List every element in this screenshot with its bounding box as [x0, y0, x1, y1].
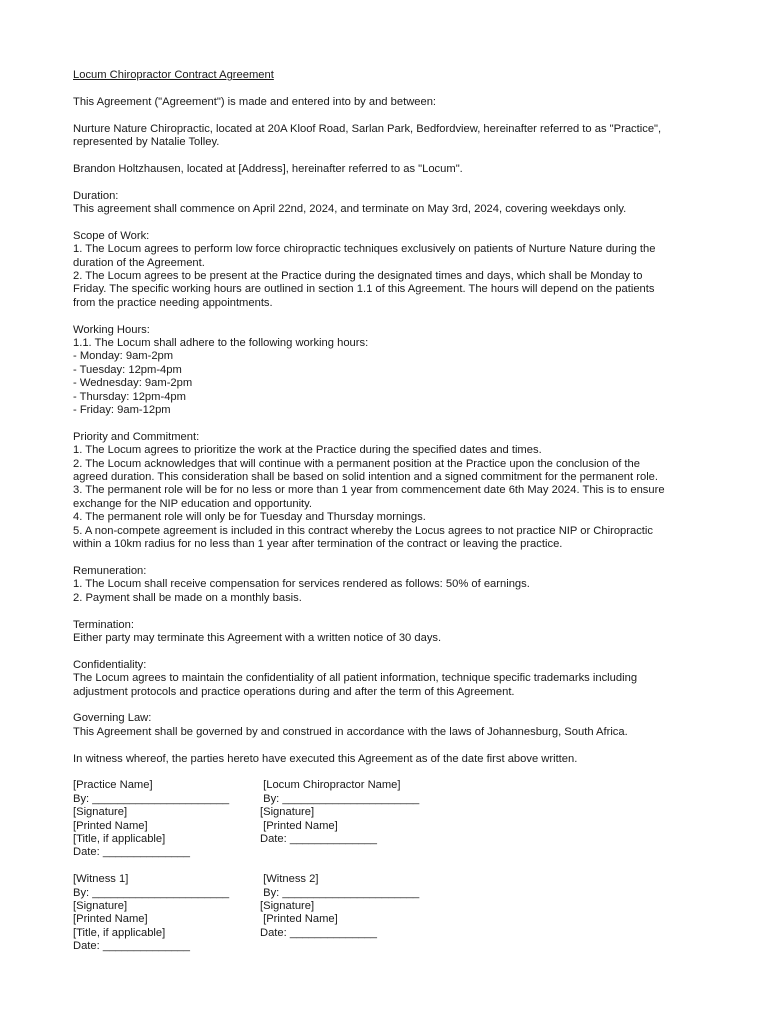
- section-heading: Termination:: [73, 618, 134, 631]
- section-heading: Governing Law:: [73, 712, 152, 725]
- signature-line: [Signature]: [73, 899, 128, 912]
- hours-item: - Wednesday: 9am-2pm: [73, 377, 193, 390]
- section-line: 1. The Locum shall receive compensation for services rendered as follows: 50% of earnings.: [73, 578, 530, 591]
- governing-law-section: [73, 712, 703, 739]
- section-line: Friday. The specific working hours are outlined in section 1.1 of this Agreement. The hours will depend on the patients: [73, 283, 655, 296]
- signature-line: Date: ______________: [73, 940, 190, 953]
- termination-section: [73, 619, 703, 646]
- section-line: duration of the Agreement.: [73, 256, 205, 269]
- signature-line: By: ______________________: [73, 886, 230, 899]
- priority-section: [73, 431, 703, 552]
- section-line: 2. The Locum acknowledges that will continue with a permanent position at the Practice upon the conclusion of the: [73, 457, 640, 470]
- section-line: 3. The permanent role will be for no less or more than 1 year from commencement date 6th May 2024. This is to ensure: [73, 484, 665, 497]
- practice-party-line: Nurture Nature Chiropractic, located at 20A Kloof Road, Sarlan Park, Bedfordview, hereinafter referred to as "Practice",: [73, 122, 662, 135]
- section-line: adjustment protocols and practice operations during and after the term of this Agreement.: [73, 685, 515, 698]
- locum-party-text: Brandon Holtzhausen, located at [Address], hereinafter referred to as "Locum".: [73, 162, 463, 175]
- signature-line: Date: ______________: [260, 926, 377, 939]
- signature-line: [Witness 1]: [73, 873, 129, 886]
- remuneration-section: [73, 565, 703, 605]
- section-heading: Priority and Commitment:: [73, 430, 200, 443]
- intro-text: This Agreement ("Agreement") is made and entered into by and between:: [73, 95, 437, 108]
- section-line: 2. The Locum agrees to be present at the Practice during the designated times and days, which shall be Monday to: [73, 270, 643, 283]
- signature-line: Date: ______________: [260, 832, 377, 845]
- signature-line: [Printed Name]: [73, 819, 148, 832]
- practice-party-section: [73, 123, 703, 150]
- signature-line: [Signature]: [260, 806, 315, 819]
- witness1-signature-column: [73, 873, 229, 953]
- signature-line: By: ______________________: [260, 886, 420, 899]
- section-line: The Locum agrees to maintain the confidentiality of all patient information, technique specific trademarks including: [73, 672, 638, 685]
- signature-line: [Printed Name]: [260, 819, 338, 832]
- section-line: 1. The Locum agrees to perform low force chiropractic techniques exclusively on patients of Nurture Nature during the: [73, 243, 656, 256]
- section-line: 5. A non-compete agreement is included in this contract whereby the Locus agrees to not practice NIP or Chiropractic: [73, 524, 653, 537]
- section-line: 2. Payment shall be made on a monthly basis.: [73, 591, 302, 604]
- section-line: 1.1. The Locum shall adhere to the following working hours:: [73, 337, 369, 350]
- hours-item: - Thursday: 12pm-4pm: [73, 390, 186, 403]
- section-heading: Scope of Work:: [73, 229, 150, 242]
- section-heading: Duration:: [73, 189, 119, 202]
- signature-line: [Title, if applicable]: [73, 832, 166, 845]
- signature-line: [Signature]: [260, 899, 315, 912]
- signature-line: By: ______________________: [73, 792, 230, 805]
- section-heading: Remuneration:: [73, 564, 147, 577]
- scope-section: [73, 230, 703, 310]
- witness-statement: In witness whereof, the parties hereto have executed this Agreement as of the date first above written.: [73, 752, 578, 765]
- section-line: 4. The permanent role will only be for Tuesday and Thursday mornings.: [73, 511, 426, 524]
- section-text: This agreement shall commence on April 22nd, 2024, and terminate on May 3rd, 2024, covering weekdays only.: [73, 203, 627, 215]
- signature-line: By: ______________________: [260, 792, 420, 805]
- witness-signature-block: [73, 873, 703, 953]
- section-line: within a 10km radius for no less than 1 year after termination of the contract or leaving the practice.: [73, 538, 563, 551]
- signature-line: [Locum Chiropractor Name]: [260, 779, 401, 792]
- signature-line: [Signature]: [73, 806, 128, 819]
- practice-signature-column: [73, 779, 229, 859]
- confidentiality-section: [73, 659, 703, 699]
- section-line: 1. The Locum agrees to prioritize the work at the Practice during the specified dates and times.: [73, 444, 542, 457]
- signature-line: [Practice Name]: [73, 779, 153, 792]
- signature-line: [Title, if applicable]: [73, 926, 166, 939]
- locum-signature-column: [260, 779, 419, 846]
- signature-line: [Printed Name]: [260, 913, 338, 926]
- section-line: agreed duration. This consideration shall be based on solid intention and a signed commitment for the permanent role.: [73, 471, 659, 484]
- practice-party-line: represented by Natalie Tolley.: [73, 136, 220, 148]
- witness2-signature-column: [260, 873, 419, 940]
- section-text: This Agreement shall be governed by and construed in accordance with the laws of Johannesburg, South Africa.: [73, 725, 628, 738]
- duration-section: [73, 190, 703, 217]
- section-text: Either party may terminate this Agreement with a written notice of 30 days.: [73, 631, 442, 644]
- party-signature-block: [73, 779, 703, 859]
- section-heading: Working Hours:: [73, 323, 150, 336]
- working-hours-section: [73, 324, 703, 418]
- contract-body: [73, 69, 703, 954]
- signature-line: [Witness 2]: [260, 873, 319, 886]
- signature-line: Date: ______________: [73, 846, 190, 859]
- signature-line: [Printed Name]: [73, 913, 148, 926]
- section-heading: Confidentiality:: [73, 658, 147, 671]
- section-line: from the practice needing appointments.: [73, 296, 273, 309]
- hours-item: - Friday: 9am-12pm: [73, 404, 171, 417]
- hours-item: - Monday: 9am-2pm: [73, 350, 174, 363]
- document-title: Locum Chiropractor Contract Agreement: [73, 69, 274, 81]
- section-line: exchange for the NIP education and opportunity.: [73, 497, 313, 510]
- hours-item: - Tuesday: 12pm-4pm: [73, 363, 182, 376]
